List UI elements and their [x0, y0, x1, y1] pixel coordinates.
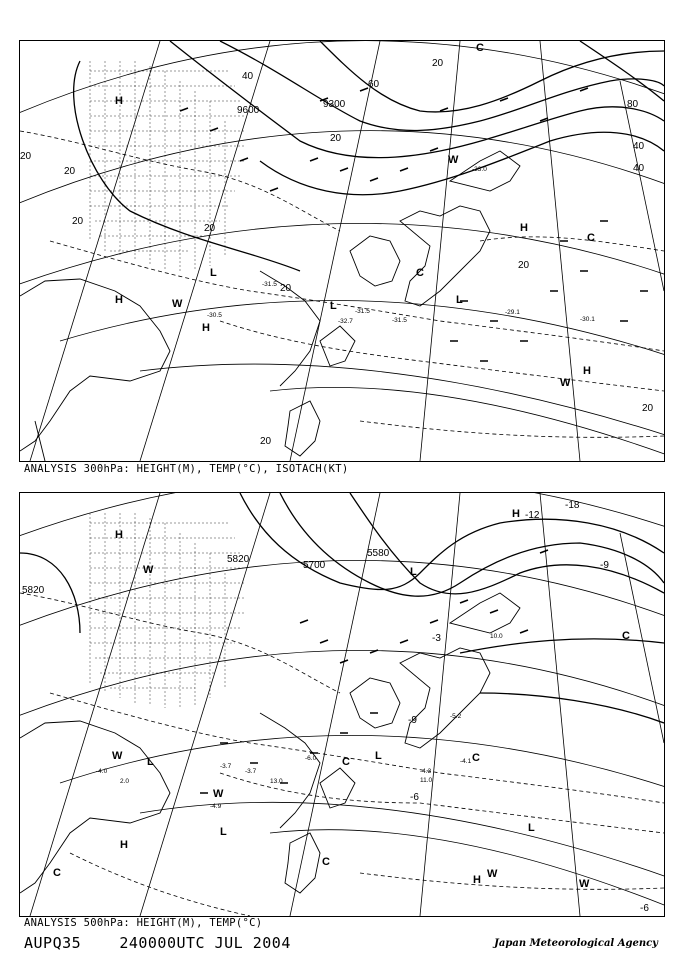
isotach-label: 20	[280, 283, 292, 294]
high-marker: H	[520, 222, 528, 234]
cold-marker: C	[322, 856, 330, 868]
isotach-label: 20	[204, 223, 216, 234]
low-marker: L	[330, 300, 337, 312]
warm-marker: W	[560, 377, 571, 389]
cold-marker: C	[342, 756, 350, 768]
wind-barbs	[200, 550, 548, 793]
warm-marker: W	[579, 878, 590, 890]
high-marker: H	[473, 874, 481, 886]
station-temp: -32.7	[338, 318, 353, 325]
isotach-label: 20	[260, 436, 272, 447]
station-value: -3.7	[220, 763, 232, 770]
coastlines	[20, 593, 520, 893]
station-temp: -30.5	[207, 312, 222, 319]
longitude-lines	[30, 493, 664, 916]
product-code: AUPQ35	[24, 934, 82, 952]
cold-marker: C	[476, 42, 484, 54]
warm-marker: W	[213, 788, 224, 800]
warm-marker: W	[487, 868, 498, 880]
isotherm-label: -3	[432, 633, 441, 644]
valid-time: 240000UTC JUL 2004	[119, 934, 291, 952]
high-marker: H	[115, 95, 123, 107]
station-temp: -30.1	[580, 316, 595, 323]
height-label: 9300	[323, 99, 346, 110]
isotach-label: 20	[642, 403, 654, 414]
station-value: 2.0	[120, 778, 130, 785]
height-contours	[20, 493, 664, 723]
station-value: -3.7	[245, 768, 257, 775]
isotach-label: 20	[432, 58, 444, 69]
station-value: -4.9	[210, 803, 222, 810]
low-marker: L	[220, 826, 227, 838]
isotherm-labels	[408, 500, 649, 914]
wind-barbs	[180, 88, 648, 361]
isotach-label: 20	[64, 166, 76, 177]
high-marker: H	[115, 529, 123, 541]
high-marker: H	[120, 839, 128, 851]
terrain-hatching	[90, 61, 245, 273]
high-marker: H	[202, 322, 210, 334]
station-temp: -31.5	[262, 281, 277, 288]
isotach-label: 40	[242, 71, 254, 82]
isotherm-label: -9	[600, 560, 609, 571]
warm-marker: W	[172, 298, 183, 310]
isotherm-label: -6	[410, 792, 419, 803]
station-temp: -31.5	[392, 317, 407, 324]
longitude-lines	[30, 41, 664, 461]
station-value: 11.0	[420, 777, 433, 784]
cold-marker: C	[416, 267, 424, 279]
station-temp: -31.5	[355, 308, 370, 315]
station-temperatures	[207, 166, 595, 325]
low-marker: L	[147, 756, 154, 768]
caption-500hpa: ANALYSIS 500hPa: HEIGHT(M), TEMP(°C)	[24, 917, 263, 929]
map-500hpa-canvas	[20, 493, 664, 916]
station-value: -4.1	[460, 758, 472, 765]
agency-name: Japan Meteorological Agency	[494, 938, 658, 949]
height-label: 5700	[303, 560, 326, 571]
cold-marker: C	[53, 867, 61, 879]
station-values	[96, 633, 503, 810]
map-panel-500hpa	[19, 492, 665, 917]
isotherm-label: -6	[640, 903, 649, 914]
station-value: -6.0	[305, 755, 317, 762]
height-label: 5820	[227, 554, 250, 565]
isotach-label: 40	[633, 141, 645, 152]
isotach-label: 40	[633, 163, 645, 174]
low-marker: L	[410, 566, 417, 578]
high-marker: H	[115, 294, 123, 306]
map-panel-300hpa	[19, 40, 665, 462]
isotach-label: 20	[330, 133, 342, 144]
low-marker: L	[375, 750, 382, 762]
cold-marker: C	[622, 630, 630, 642]
height-label: 5580	[367, 548, 390, 559]
isotach-label: 20	[72, 216, 84, 227]
warm-marker: W	[112, 750, 123, 762]
map-300hpa-canvas	[20, 41, 664, 461]
isotherm-label: -9	[408, 715, 417, 726]
isotach-label: 20	[20, 151, 32, 162]
station-value: -5.2	[450, 713, 462, 720]
pressure-systems	[115, 42, 595, 389]
station-temp: -33.0	[472, 166, 487, 173]
terrain-hatching	[90, 513, 245, 708]
cold-marker: C	[472, 752, 480, 764]
height-label: 9600	[237, 105, 260, 116]
low-marker: L	[456, 294, 463, 306]
product-footer	[24, 934, 291, 952]
isotherm-contours	[20, 131, 664, 437]
station-value: 13.0	[270, 778, 283, 785]
warm-marker: W	[448, 154, 459, 166]
station-value: 10.0	[490, 633, 503, 640]
isotach-label: 20	[518, 260, 530, 271]
warm-marker: W	[143, 564, 154, 576]
isotach-label: 60	[368, 79, 380, 90]
station-temp: -29.1	[505, 309, 520, 316]
low-marker: L	[528, 822, 535, 834]
isotach-label: 80	[627, 99, 639, 110]
latitude-lines	[20, 493, 664, 913]
isotherm-label: -12	[525, 510, 540, 521]
low-marker: L	[210, 267, 217, 279]
station-value: -4.0	[96, 768, 108, 775]
high-marker: H	[583, 365, 591, 377]
height-label: 5820	[22, 585, 45, 596]
caption-300hpa: ANALYSIS 300hPa: HEIGHT(M), TEMP(°C), ISOTACH(KT)	[24, 463, 349, 475]
cold-marker: C	[587, 232, 595, 244]
isotherm-label: -18	[565, 500, 580, 511]
high-marker: H	[512, 508, 520, 520]
station-value: -4.3	[420, 768, 432, 775]
